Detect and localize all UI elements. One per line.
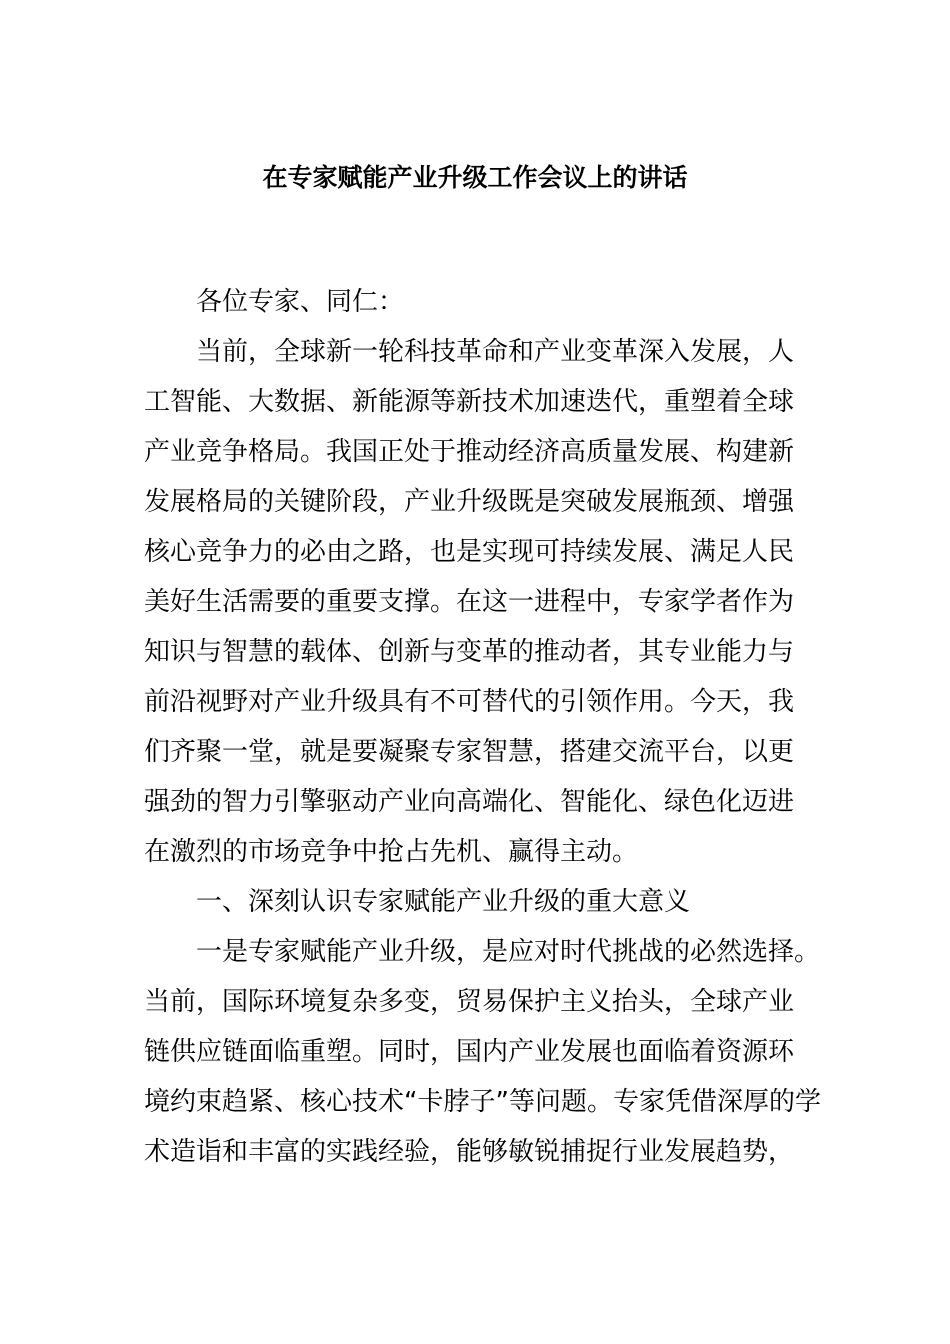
body-line: 强劲的智力引擎驱动产业向高端化、智能化、绿色化迈进 bbox=[144, 787, 795, 817]
body-line: 们齐聚一堂，就是要凝聚专家智慧，搭建交流平台，以更 bbox=[144, 737, 795, 767]
document-title: 在专家赋能产业升级工作会议上的讲话 bbox=[262, 163, 688, 192]
body-line: 前沿视野对产业升级具有不可替代的引领作用。今天，我 bbox=[144, 687, 795, 717]
body-line: 美好生活需要的重要支撑。在这一进程中，专家学者作为 bbox=[144, 587, 795, 617]
body-line: 当前，全球新一轮科技革命和产业变革深入发展，人 bbox=[196, 337, 795, 367]
body-line: 一是专家赋能产业升级，是应对时代挑战的必然选择。 bbox=[196, 937, 821, 967]
body-line: 当前，国际环境复杂多变，贸易保护主义抬头，全球产业 bbox=[144, 987, 795, 1017]
body-line: 境约束趋紧、核心技术“卡脖子”等问题。专家凭借深厚的学 bbox=[144, 1087, 821, 1117]
body-line: 产业竞争格局。我国正处于推动经济高质量发展、构建新 bbox=[144, 437, 795, 467]
body-line: 核心竞争力的必由之路，也是实现可持续发展、满足人民 bbox=[144, 537, 795, 567]
body-line: 发展格局的关键阶段，产业升级既是突破发展瓶颈、增强 bbox=[144, 487, 795, 517]
body-line: 工智能、大数据、新能源等新技术加速迭代，重塑着全球 bbox=[144, 387, 795, 417]
body-line: 知识与智慧的载体、创新与变革的推动者，其专业能力与 bbox=[144, 637, 795, 667]
body-line: 术造诣和丰富的实践经验，能够敏锐捕捉行业发展趋势， bbox=[144, 1137, 795, 1167]
section-heading: 一、深刻认识专家赋能产业升级的重大意义 bbox=[196, 887, 691, 917]
body-line: 在激烈的市场竞争中抢占先机、赢得主动。 bbox=[144, 837, 639, 867]
salutation-line: 各位专家、同仁： bbox=[196, 287, 405, 317]
body-line: 链供应链面临重塑。同时，国内产业发展也面临着资源环 bbox=[144, 1037, 795, 1067]
